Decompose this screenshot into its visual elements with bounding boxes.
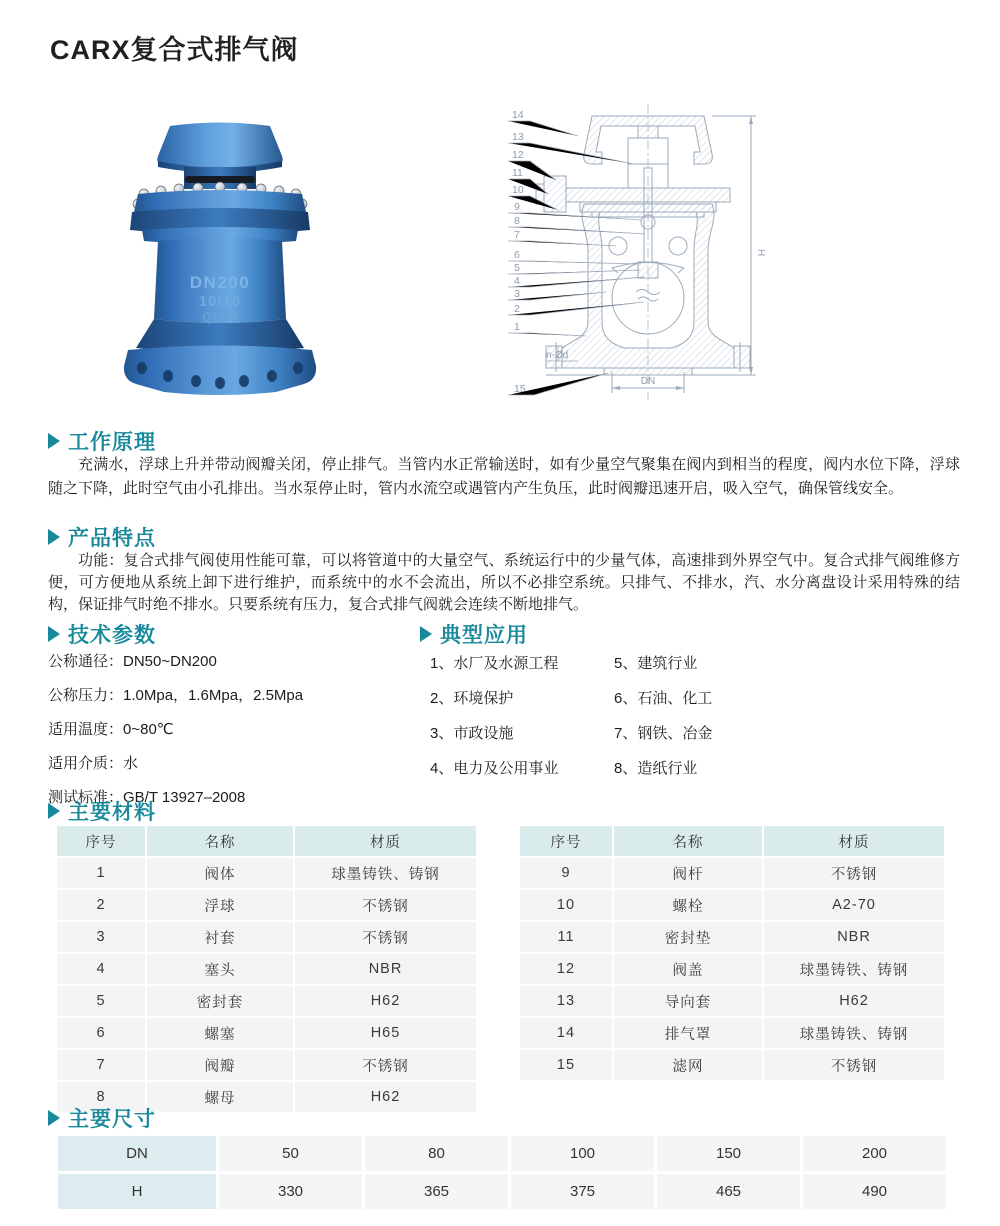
table-row (58, 1136, 946, 1171)
table-cell: NBR (764, 922, 944, 952)
table-row (520, 922, 944, 952)
table-cell: H (58, 1174, 216, 1209)
table-cell: DN (58, 1136, 216, 1171)
table-cell: 阀杆 (614, 858, 762, 888)
param-item: 公称通径：DN50~DN200 (48, 653, 217, 670)
table-cell: 阀盖 (614, 954, 762, 984)
table-cell: 螺塞 (147, 1018, 293, 1048)
table-cell: 球墨铸铁、铸钢 (764, 1018, 944, 1048)
app-item: 7、钢铁、冶金 (614, 725, 713, 742)
table-cell: 阀体 (147, 858, 293, 888)
table-cell: 465 (657, 1174, 800, 1209)
table-cell: 200 (803, 1136, 946, 1171)
table-cell: 浮球 (147, 890, 293, 920)
table-cell: 10 (520, 890, 612, 920)
table-row (57, 986, 476, 1016)
app-item: 1、水厂及水源工程 (430, 655, 559, 672)
table-cell: 名称 (147, 826, 293, 856)
table-row (57, 922, 476, 952)
bolt-count-label: n-Ød (546, 350, 569, 361)
table-cell: 14 (520, 1018, 612, 1048)
app-item: 2、环境保护 (430, 690, 514, 707)
table-cell: 序号 (520, 826, 612, 856)
section-title: 主要尺寸 (68, 1108, 156, 1131)
section-header-features (48, 522, 156, 552)
cast-text-material: QT450 (202, 312, 238, 324)
table-cell: 6 (57, 1018, 145, 1048)
valve-photo-illustration (108, 104, 333, 399)
section-header-apps (420, 619, 528, 649)
table-cell: 80 (365, 1136, 508, 1171)
apps-column-1 (430, 652, 558, 792)
callout-label: 1 (514, 321, 520, 333)
principle-paragraph: 充满水，浮球上升并带动阀瓣关闭，停止排气。当管内水正常输送时，如有少量空气聚集在阀内到相当的程度，阀内水位下降，浮球随之下降，此时空气由小孔排出。当水泵停止时，管内水流空或遇管内产生负压，此时阀瓣迅速开启，吸入空气，确保管线安全。 (48, 456, 960, 497)
table-cell: 15 (520, 1050, 612, 1080)
materials-table-2 (518, 824, 946, 1082)
table-cell: H62 (295, 986, 476, 1016)
callout-label: 3 (514, 288, 520, 300)
callout-label: 4 (514, 275, 520, 287)
table-cell: 9 (520, 858, 612, 888)
arrow-icon (48, 803, 60, 819)
product-photo (108, 104, 333, 399)
table-cell: 7 (57, 1050, 145, 1080)
table-cell: 序号 (57, 826, 145, 856)
table-cell: 排气罩 (614, 1018, 762, 1048)
callout-label: 12 (512, 149, 524, 161)
table-row (520, 858, 944, 888)
table-cell: 375 (511, 1174, 654, 1209)
table-cell: 导向套 (614, 986, 762, 1016)
table-cell: 阀瓣 (147, 1050, 293, 1080)
section-title: 典型应用 (440, 624, 528, 647)
callout-label: 8 (514, 215, 520, 227)
section-title: 技术参数 (68, 624, 156, 647)
table-cell: 密封垫 (614, 922, 762, 952)
table-cell: 材质 (295, 826, 476, 856)
app-item: 8、造纸行业 (614, 760, 698, 777)
callout-label: 2 (514, 303, 520, 315)
param-item: 公称压力：1.0Mpa，1.6Mpa，2.5Mpa (48, 687, 304, 704)
table-row (57, 1050, 476, 1080)
table-header-row (57, 826, 476, 856)
table-cell: 球墨铸铁、铸钢 (764, 954, 944, 984)
table-row (520, 890, 944, 920)
section-header-principle (48, 426, 156, 456)
table-cell: 12 (520, 954, 612, 984)
callout-label: 7 (514, 229, 520, 241)
table-cell: 2 (57, 890, 145, 920)
table-row (57, 1018, 476, 1048)
callout-label: 9 (514, 201, 520, 213)
table-cell: 名称 (614, 826, 762, 856)
app-item: 4、电力及公用事业 (430, 760, 559, 777)
table-cell: 11 (520, 922, 612, 952)
table-cell: 不锈钢 (764, 1050, 944, 1080)
table-cell: 不锈钢 (295, 890, 476, 920)
dimensions-table (55, 1133, 949, 1212)
section-title: 工作原理 (68, 431, 156, 454)
h-dimension-label: H (755, 249, 766, 257)
table-cell: 50 (219, 1136, 362, 1171)
table-row (520, 954, 944, 984)
table-cell: A2-70 (764, 890, 944, 920)
callout-label: 15 (514, 383, 526, 395)
table-row (57, 890, 476, 920)
table-row (520, 1018, 944, 1048)
callout-label: 13 (512, 131, 524, 143)
callout-label: 10 (512, 184, 524, 196)
arrow-icon (420, 626, 432, 642)
table-cell: 不锈钢 (295, 1050, 476, 1080)
table-cell: 1 (57, 858, 145, 888)
param-item: 适用介质：水 (48, 755, 139, 772)
table-cell: 4 (57, 954, 145, 984)
table-cell: 3 (57, 922, 145, 952)
table-cell: 材质 (764, 826, 944, 856)
table-cell: 螺母 (147, 1082, 293, 1112)
cast-text-pn: 10/16 (198, 293, 242, 310)
table-cell: 8 (57, 1082, 145, 1112)
section-diagram (500, 100, 800, 410)
materials-table-1 (55, 824, 478, 1114)
app-item: 6、石油、化工 (614, 690, 713, 707)
valve-section-drawing (500, 100, 800, 410)
table-cell: H62 (764, 986, 944, 1016)
section-header-dimensions (48, 1103, 156, 1133)
table-row (520, 1050, 944, 1080)
arrow-icon (48, 1110, 60, 1126)
table-cell: 100 (511, 1136, 654, 1171)
table-cell: 密封套 (147, 986, 293, 1016)
apps-column-2 (614, 652, 712, 792)
callout-label: 5 (514, 262, 520, 274)
table-cell: 螺栓 (614, 890, 762, 920)
arrow-icon (48, 529, 60, 545)
table-cell: H62 (295, 1082, 476, 1112)
table-cell: 330 (219, 1174, 362, 1209)
table-cell: 150 (657, 1136, 800, 1171)
table-header-row (520, 826, 944, 856)
arrow-icon (48, 626, 60, 642)
table-cell: 13 (520, 986, 612, 1016)
param-item: 测试标准：GB/T 13927–2008 (48, 789, 246, 806)
table-cell: 塞头 (147, 954, 293, 984)
table-cell: NBR (295, 954, 476, 984)
arrow-icon (48, 433, 60, 449)
section-title: 主要材料 (68, 801, 156, 824)
table-row (520, 986, 944, 1016)
table-cell: 不锈钢 (295, 922, 476, 952)
app-item: 3、市政设施 (430, 725, 514, 742)
table-row (57, 858, 476, 888)
table-row (58, 1174, 946, 1209)
page-title: CARX复合式排气阀 (50, 35, 299, 65)
table-cell: 5 (57, 986, 145, 1016)
dn-dimension-label: DN (640, 376, 656, 387)
table-cell: 滤网 (614, 1050, 762, 1080)
app-item: 5、建筑行业 (614, 655, 698, 672)
param-item: 适用温度：0~80℃ (48, 721, 174, 738)
callout-label: 11 (512, 167, 523, 179)
table-cell: 球墨铸铁、铸钢 (295, 858, 476, 888)
table-cell: 不锈钢 (764, 858, 944, 888)
table-cell: H65 (295, 1018, 476, 1048)
table-cell: 衬套 (147, 922, 293, 952)
callout-label: 14 (512, 109, 524, 121)
table-cell: 490 (803, 1174, 946, 1209)
section-header-materials (48, 796, 156, 826)
table-row (57, 954, 476, 984)
features-paragraph: 功能：复合式排气阀使用性能可靠，可以将管道中的大量空气、系统运行中的少量气体，高速排到外界空气中。复合式排气阀维修方便，可方便地从系统上卸下进行维护，而系统中的水不会流出，所以不必排空系统。只排气、不排水，汽、水分离盘设计采用特殊的结构，保证排气时绝不排水。只要系统有压力，复合式排气阀就会连续不断地排气。 (48, 552, 960, 613)
table-cell: 365 (365, 1174, 508, 1209)
callout-label: 6 (514, 249, 520, 261)
tech-params-list (48, 650, 303, 820)
section-header-params (48, 619, 156, 649)
cast-text-dn: DN200 (189, 273, 251, 292)
section-title: 产品特点 (68, 527, 156, 550)
